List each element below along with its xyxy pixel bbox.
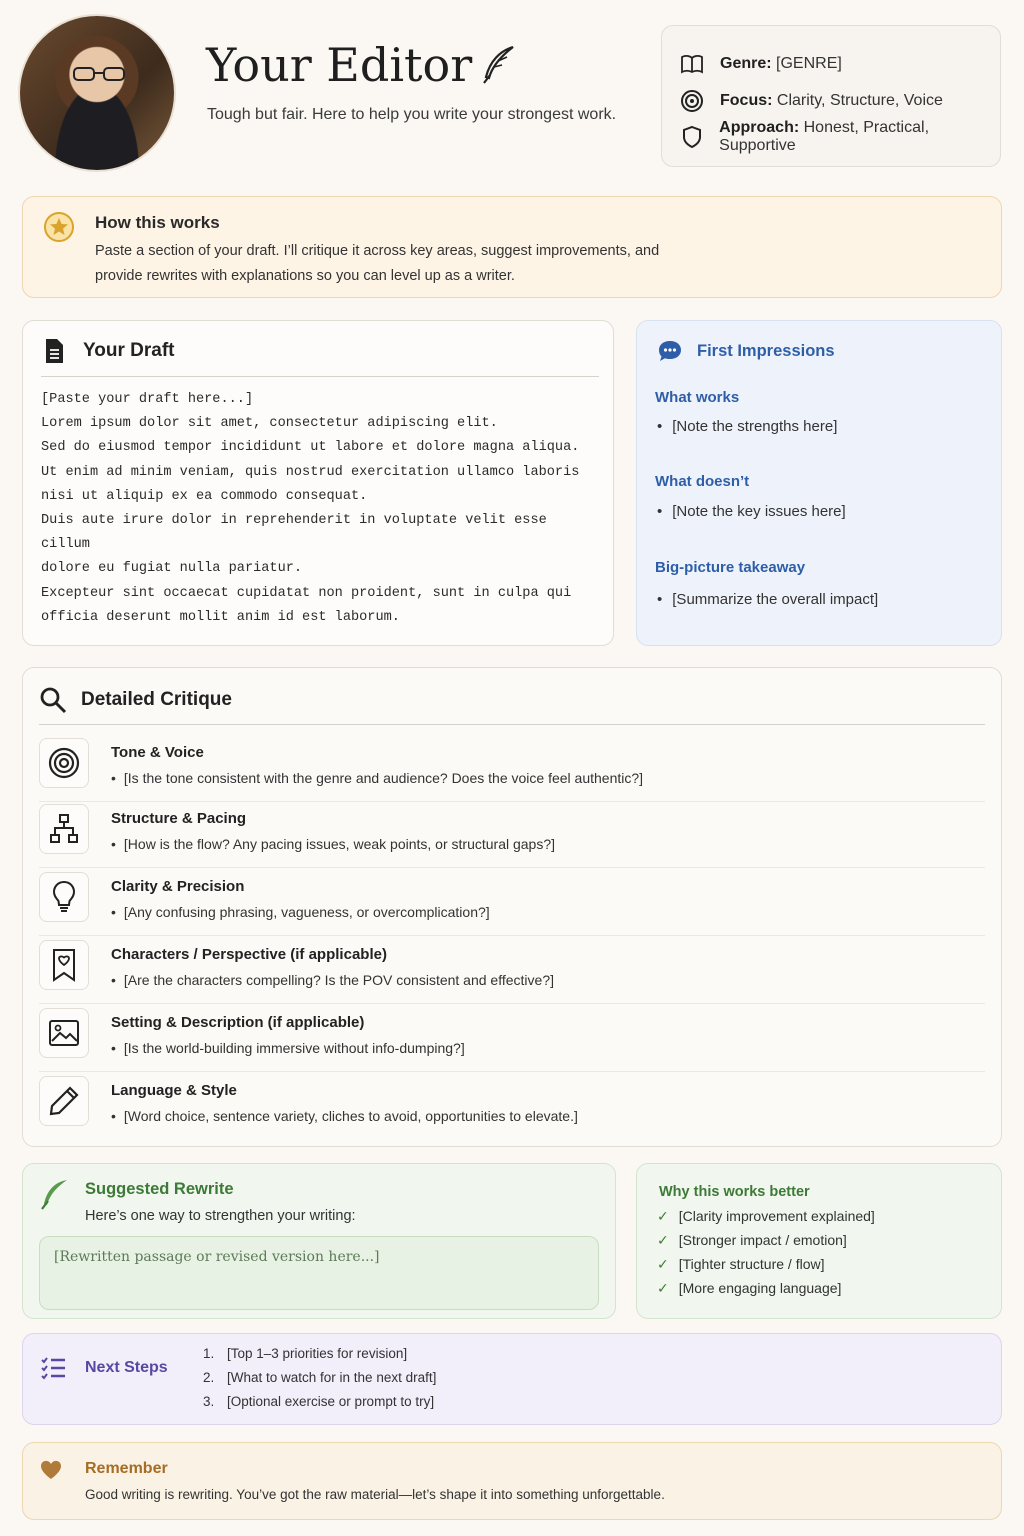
why-item bbox=[657, 1232, 847, 1249]
critique-row-title: Structure & Pacing bbox=[111, 810, 247, 827]
critique-row-title: Language & Style bbox=[111, 1082, 237, 1099]
critique-row-title: Characters / Perspective (if applicable) bbox=[111, 946, 387, 963]
critique-row-language bbox=[39, 1074, 985, 1140]
what-works-item: • [Note the strengths here] bbox=[657, 418, 837, 435]
focus-value: Clarity, Structure, Voice bbox=[776, 91, 943, 109]
remember-panel bbox=[22, 1442, 1002, 1520]
critique-row-desc: • [How is the flow? Any pacing issues, weak points, or structural gaps?] bbox=[111, 836, 555, 852]
glasses-icon bbox=[72, 66, 126, 82]
quill-icon bbox=[480, 45, 516, 85]
page-title bbox=[206, 38, 516, 92]
divider bbox=[39, 724, 985, 725]
how-this-works-panel bbox=[22, 196, 1002, 298]
why-item-text: [Clarity improvement explained] bbox=[678, 1208, 875, 1224]
critique-row-title: Tone & Voice bbox=[111, 744, 204, 761]
chat-bubble-icon bbox=[657, 339, 683, 363]
critique-row-desc: • [Is the world-building immersive without info-dumping?] bbox=[111, 1040, 465, 1056]
detailed-critique-panel bbox=[22, 667, 1002, 1147]
how-title: How this works bbox=[95, 213, 220, 232]
check-icon: ✓ bbox=[657, 1232, 669, 1248]
draft-title: Your Draft bbox=[83, 340, 175, 361]
genre-row bbox=[680, 46, 1000, 83]
next-step-text: [Optional exercise or prompt to try] bbox=[227, 1394, 435, 1409]
critique-row-title: Clarity & Precision bbox=[111, 878, 245, 895]
page-title-text: Your Editor bbox=[206, 38, 473, 92]
what-works-title: What works bbox=[655, 389, 740, 406]
critique-row-structure bbox=[39, 802, 985, 868]
critique-row-desc: • [Word choice, sentence variety, cliches to avoid, opportunities to elevate.] bbox=[111, 1108, 578, 1124]
impressions-header bbox=[657, 339, 835, 363]
page-subtitle: Tough but fair. Here to help you write your strongest work. bbox=[207, 106, 617, 123]
approach-value: Honest, Practical, Supportive bbox=[719, 119, 930, 155]
big-picture-item: • [Summarize the overall impact] bbox=[657, 591, 878, 608]
next-step-text: [Top 1–3 priorities for revision] bbox=[227, 1346, 408, 1361]
approach-label: Approach: bbox=[719, 119, 800, 137]
critique-row-title: Setting & Description (if applicable) bbox=[111, 1014, 365, 1031]
why-title: Why this works better bbox=[659, 1184, 810, 1200]
what-doesnt-title: What doesn’t bbox=[655, 473, 750, 490]
genre-label: Genre: bbox=[720, 55, 772, 73]
draft-text-area[interactable]: [Paste your draft here...] Lorem ipsum dolor sit amet, consectetur adipiscing elit. Sed do eiusmod tempor incididunt ut labore et dolore magna aliqua. Ut enim ad minim veniam, quis nostrud exercitation ullamco laboris nisi ut aliquip ex ea commodo consequat. Duis aute irure dolor in reprehenderit in voluptate velit esse cillum dolore eu fugiat nulla pariatur. Excepteur sint occaecat cupidatat non proident, sunt in culpa qui officia deserunt mollit anim id est laborum. bbox=[41, 392, 580, 625]
focus-row bbox=[680, 83, 1000, 120]
rewrite-title: Suggested Rewrite bbox=[85, 1180, 234, 1198]
big-picture-title: Big-picture takeaway bbox=[655, 559, 806, 576]
first-impressions-panel bbox=[636, 320, 1002, 646]
genre-value: [GENRE] bbox=[776, 55, 842, 73]
critique-header bbox=[39, 686, 232, 714]
next-steps-title: Next Steps bbox=[85, 1359, 168, 1376]
next-step-item: 3. [Optional exercise or prompt to try] bbox=[203, 1394, 436, 1418]
next-step-item: 2. [What to watch for in the next draft] bbox=[203, 1370, 436, 1394]
impressions-title: First Impressions bbox=[697, 341, 835, 360]
target-icon bbox=[680, 89, 704, 113]
pencil-icon bbox=[39, 1076, 89, 1126]
why-better-panel bbox=[636, 1163, 1002, 1319]
draft-panel[interactable] bbox=[22, 320, 614, 646]
feather-icon bbox=[39, 1178, 69, 1215]
check-icon: ✓ bbox=[657, 1280, 669, 1296]
critique-row-characters bbox=[39, 938, 985, 1004]
document-icon bbox=[41, 337, 67, 365]
focus-label: Focus: bbox=[720, 91, 773, 109]
checklist-icon bbox=[39, 1354, 67, 1387]
critique-row-clarity bbox=[39, 870, 985, 936]
bookmark-heart-icon bbox=[39, 940, 89, 990]
why-item-text: [More engaging language] bbox=[678, 1280, 842, 1296]
next-step-item: 1. [Top 1–3 priorities for revision] bbox=[203, 1346, 436, 1370]
editor-info-card bbox=[661, 25, 1001, 167]
critique-title: Detailed Critique bbox=[81, 689, 232, 710]
approach-row bbox=[680, 119, 1000, 156]
critique-row-desc: • [Are the characters compelling? Is the POV consistent and effective?] bbox=[111, 972, 554, 988]
search-icon bbox=[39, 686, 67, 714]
hierarchy-icon bbox=[39, 804, 89, 854]
why-item bbox=[657, 1256, 824, 1273]
editor-avatar bbox=[18, 14, 176, 172]
heart-icon bbox=[39, 1459, 63, 1486]
remember-title: Remember bbox=[85, 1460, 168, 1477]
why-item-text: [Tighter structure / flow] bbox=[678, 1256, 825, 1272]
critique-row-desc: • [Is the tone consistent with the genre and audience? Does the voice feel authentic?] bbox=[111, 770, 643, 786]
how-text: Paste a section of your draft. I’ll critique it across key areas, suggest improvements, and provide rewrites with explanations so you can level up as a writer. bbox=[95, 243, 660, 284]
check-icon: ✓ bbox=[657, 1208, 669, 1224]
rewrite-subtitle: Here’s one way to strengthen your writing: bbox=[85, 1208, 356, 1224]
next-steps-list bbox=[203, 1346, 436, 1418]
target-icon bbox=[39, 738, 89, 788]
remember-text: Good writing is rewriting. You’ve got the raw material—let’s shape it into something unforgettable. bbox=[85, 1487, 665, 1502]
critique-row-tone bbox=[39, 736, 985, 802]
why-item-text: [Stronger impact / emotion] bbox=[678, 1232, 847, 1248]
check-icon: ✓ bbox=[657, 1256, 669, 1272]
critique-row-desc: • [Any confusing phrasing, vagueness, or overcomplication?] bbox=[111, 904, 490, 920]
next-steps-panel bbox=[22, 1333, 1002, 1425]
draft-header bbox=[41, 337, 174, 365]
divider bbox=[41, 376, 599, 377]
star-badge-icon bbox=[43, 211, 75, 248]
lightbulb-icon bbox=[39, 872, 89, 922]
critique-row-setting bbox=[39, 1006, 985, 1072]
shield-icon bbox=[680, 125, 703, 149]
why-item bbox=[657, 1208, 875, 1225]
image-icon bbox=[39, 1008, 89, 1058]
rewrite-text-area[interactable]: [Rewritten passage or revised version here...] bbox=[39, 1236, 599, 1310]
next-step-text: [What to watch for in the next draft] bbox=[227, 1370, 437, 1385]
what-doesnt-item: • [Note the key issues here] bbox=[657, 503, 846, 520]
why-item bbox=[657, 1280, 841, 1297]
book-icon bbox=[680, 52, 704, 76]
suggested-rewrite-panel bbox=[22, 1163, 616, 1319]
